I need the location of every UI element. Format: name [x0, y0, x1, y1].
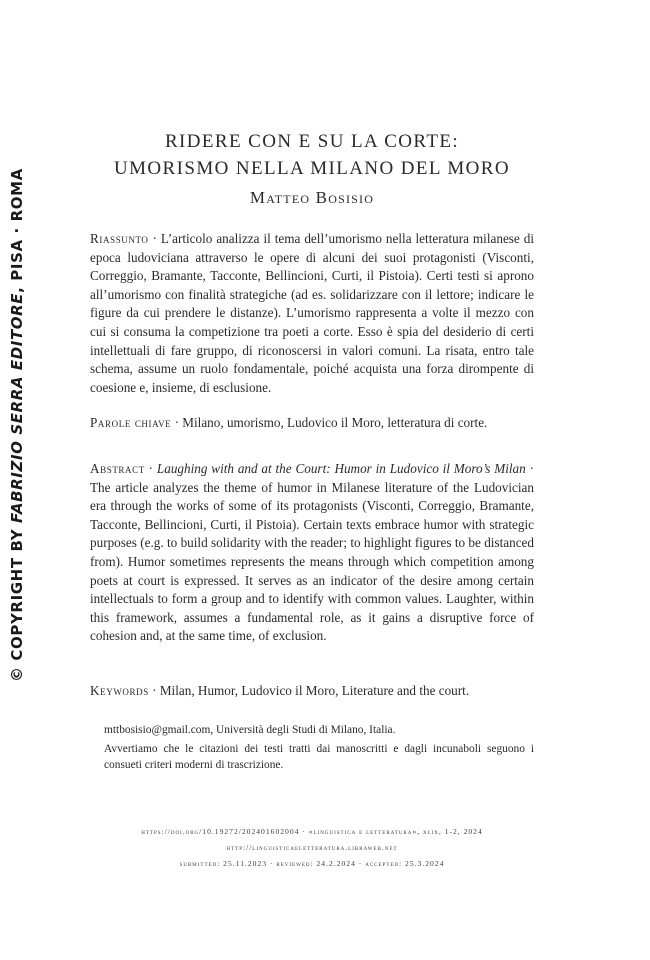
keywords-separator: ·	[148, 683, 160, 698]
abstract-label: Abstract	[90, 461, 145, 476]
riassunto-section	[90, 230, 534, 397]
keywords-label: Keywords	[90, 683, 149, 698]
parole-chiave-label: Parole chiave	[90, 415, 172, 430]
transcription-note: Avvertiamo che le citazioni dei testi tratti dai manoscritti e dagli incunaboli seguono i consueti criteri moderni di trascrizione.	[104, 743, 534, 771]
copyright-sidebar	[8, 168, 26, 682]
author-contact-note: mttbosisio@gmail.com, Università degli Studi di Milano, Italia.	[104, 724, 396, 736]
keywords-section	[90, 682, 534, 701]
abstract-separator-2: ·	[525, 461, 534, 476]
riassunto-label: Riassunto	[90, 231, 149, 246]
title-line-2: UMORISMO NELLA MILANO DEL MORO	[114, 158, 510, 179]
submission-dates: submitted: 25.11.2023 · reviewed: 24.2.2024 · accepted: 25.3.2024	[179, 859, 445, 868]
abstract-separator: ·	[144, 461, 157, 476]
parole-chiave-text: Milano, umorismo, Ludovico il Moro, letteratura di corte.	[182, 415, 488, 430]
publication-footer	[90, 824, 534, 872]
keywords-text: Milan, Humor, Ludovico il Moro, Literature and the court.	[159, 683, 470, 698]
parole-chiave-separator: ·	[171, 415, 183, 430]
abstract-text: The article analyzes the theme of humor in Milanese literature of the Ludovician era through the works of some of its protagonists (Visconti, Correggio, Bramante, Tacconte, Bellincioni, Curti, il Pistoia). Certain texts embrace humor with strategic purposes (e.g. to build solidarity with the reader; to highlight figures to be distanced from). Humor sometimes represents the means through which competition among poets at court is expressed. It serves as an indicator of the desire among certain intellectuals to form a group and to identify with common values. Laughter, within this framework, assumes a fundamental role, as it gains a disruptive force of cohesion and, at the same time, of exclusion.	[90, 479, 534, 644]
copyright-prefix: © COPYRIGHT BY	[8, 523, 26, 682]
copyright-publisher: FABRIZIO SERRA EDITORE	[8, 292, 26, 523]
riassunto-separator: ·	[148, 231, 161, 246]
journal-url: http://linguisticaeletteratura.libraweb.net	[226, 843, 398, 852]
author-name: Matteo Bosisio	[249, 188, 375, 207]
riassunto-text: L’articolo analizza il tema dell’umorismo nella letteratura milanese di epoca ludoviciana attraverso le opere di alcuni dei suoi protagonisti (Visconti, Correggio, Bramante, Tacconte, Bellincioni, Curti, il Pistoia). Certi testi si aprono all’umorismo con finalità strategiche (ad es. solidarizzare con il lettore; indicare le figure da cui prendere le distanze). L’umorismo rappresenta a volte il mezzo con cui si consuma la competizione tra poeti a corte. Esso è spia del desiderio di certi intellettuali di fare gruppo, di riconoscersi in valori comuni. La risata, entro tale schema, assume un ruolo fondamentale, poiché acquista una forza dirompente di coesione e, insieme, di esclusione.	[90, 231, 534, 395]
abstract-section	[90, 460, 534, 646]
footnotes	[104, 722, 534, 776]
abstract-title: Laughing with and at the Court: Humor in Ludovico il Moro’s Milan	[156, 461, 526, 476]
title-line-1: RIDERE CON E SU LA CORTE:	[164, 131, 460, 152]
copyright-suffix: , PISA · ROMA	[8, 168, 26, 293]
article-title	[90, 128, 534, 182]
doi-line: https://doi.org/10.19272/202401602004 · «linguistica e letteratura», xlix, 1-2, 2024	[141, 827, 483, 836]
parole-chiave-section	[90, 414, 534, 433]
